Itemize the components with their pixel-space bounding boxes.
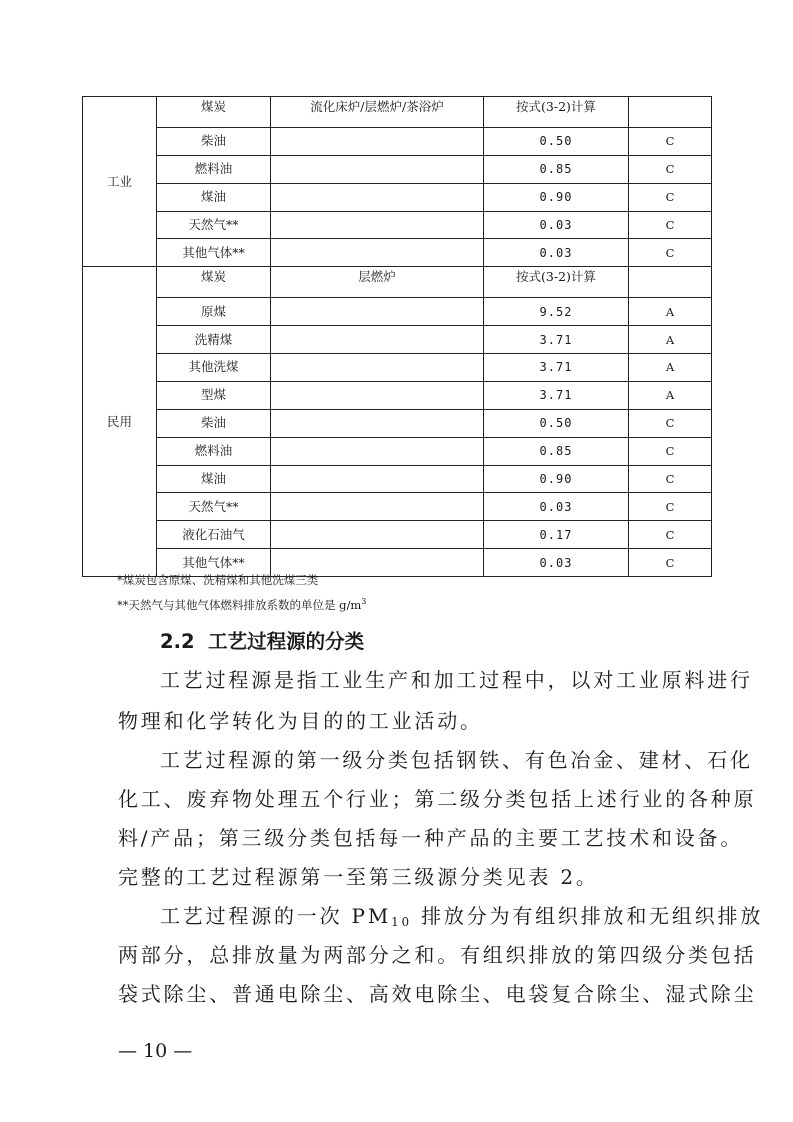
table-row (83, 97, 712, 128)
value-cell: 0.17 (484, 521, 629, 549)
value-cell: 3.71 (484, 326, 629, 354)
fuel-cell: 煤炭 (157, 267, 271, 298)
equipment-cell (271, 239, 484, 267)
value-cell: 3.71 (484, 354, 629, 382)
fuel-cell: 柴油 (157, 127, 271, 155)
fuel-cell: 天然气** (157, 211, 271, 239)
sector-cell-residential: 民用 (83, 267, 157, 577)
table-row (83, 493, 712, 521)
equipment-cell (271, 127, 484, 155)
fuel-cell: 型煤 (157, 381, 271, 409)
table-footnote-1: *煤炭包含原煤、洗精煤和其他洗煤三类 (117, 573, 319, 587)
level-cell: C (629, 437, 712, 465)
industry-rows (83, 97, 712, 267)
level-cell: A (629, 354, 712, 382)
fuel-cell: 煤油 (157, 183, 271, 211)
level-cell: C (629, 155, 712, 183)
equipment-cell (271, 493, 484, 521)
level-cell: A (629, 326, 712, 354)
table-row (83, 521, 712, 549)
equipment-cell (271, 354, 484, 382)
value-cell: 0.03 (484, 211, 629, 239)
section-number: 2.2 (160, 630, 195, 653)
table-row (83, 354, 712, 382)
equipment-cell (271, 521, 484, 549)
page-number: — 10 — (118, 1040, 193, 1062)
value-cell: 按式(3-2)计算 (484, 97, 629, 128)
level-cell: C (629, 465, 712, 493)
table-row (83, 127, 712, 155)
fuel-cell: 天然气** (157, 493, 271, 521)
equipment-cell (271, 326, 484, 354)
paragraph-line (160, 900, 763, 929)
fuel-cell: 洗精煤 (157, 326, 271, 354)
level-cell: A (629, 381, 712, 409)
equipment-cell (271, 211, 484, 239)
table-row (83, 298, 712, 326)
fuel-cell: 煤炭 (157, 97, 271, 128)
table-row (83, 437, 712, 465)
paragraph-line: 工艺过程源是指工业生产和加工过程中，以对工业原料进行 (160, 668, 753, 692)
paragraph-line: 两部分，总排放量为两部分之和。有组织排放的第四级分类包括 (118, 943, 757, 967)
paragraph-line: 袋式除尘、普通电除尘、高效电除尘、电袋复合除尘、湿式除尘 (118, 982, 757, 1006)
fuel-cell: 其他气体** (157, 549, 271, 577)
footnote-2-superscript: 3 (361, 597, 367, 607)
table-row (83, 267, 712, 298)
paragraph-line: 物理和化学转化为目的的工业活动。 (118, 709, 483, 733)
table-row (83, 211, 712, 239)
table-row (83, 326, 712, 354)
fuel-cell: 煤油 (157, 465, 271, 493)
equipment-cell (271, 465, 484, 493)
table-row (83, 239, 712, 267)
value-cell: 0.03 (484, 549, 629, 577)
sector-cell-industry: 工业 (83, 97, 157, 267)
table-row (83, 465, 712, 493)
level-cell: C (629, 127, 712, 155)
paragraph-text: 工艺过程源的一次 PM (160, 904, 392, 928)
fuel-cell: 燃料油 (157, 437, 271, 465)
paragraph-line: 化工、废弃物处理五个行业；第二级分类包括上述行业的各种原 (118, 787, 757, 811)
value-cell: 0.90 (484, 465, 629, 493)
fuel-cell: 原煤 (157, 298, 271, 326)
emission-factor-table (82, 96, 712, 577)
value-cell: 0.85 (484, 437, 629, 465)
level-cell: C (629, 493, 712, 521)
value-cell: 0.03 (484, 493, 629, 521)
value-cell: 0.50 (484, 127, 629, 155)
paragraph-line: 工艺过程源的第一级分类包括钢铁、有色冶金、建材、石化 (160, 748, 753, 772)
value-cell: 0.50 (484, 409, 629, 437)
equipment-cell (271, 381, 484, 409)
paragraph-line: 料/产品；第三级分类包括每一种产品的主要工艺技术和设备。 (118, 826, 744, 850)
level-cell: C (629, 409, 712, 437)
value-cell: 按式(3-2)计算 (484, 267, 629, 298)
table-row (83, 183, 712, 211)
paragraph-line: 完整的工艺过程源第一至第三级源分类见表 2。 (118, 865, 599, 889)
equipment-cell (271, 298, 484, 326)
level-cell (629, 267, 712, 298)
equipment-cell (271, 437, 484, 465)
value-cell: 0.85 (484, 155, 629, 183)
value-cell: 0.90 (484, 183, 629, 211)
equipment-cell: 流化床炉/层燃炉/茶浴炉 (271, 97, 484, 128)
pm-subscript: 10 (391, 915, 412, 929)
fuel-cell: 其他洗煤 (157, 354, 271, 382)
equipment-cell (271, 183, 484, 211)
level-cell: C (629, 183, 712, 211)
table-row (83, 381, 712, 409)
section-heading (160, 626, 364, 654)
table-row (83, 409, 712, 437)
value-cell: 3.71 (484, 381, 629, 409)
value-cell: 0.03 (484, 239, 629, 267)
fuel-cell: 液化石油气 (157, 521, 271, 549)
level-cell: C (629, 239, 712, 267)
footnote-2-text: **天然气与其他气体燃料排放系数的单位是 g/m (117, 598, 362, 612)
level-cell: C (629, 549, 712, 577)
fuel-cell: 燃料油 (157, 155, 271, 183)
paragraph-text: 排放分为有组织排放和无组织排放 (411, 904, 764, 928)
level-cell: A (629, 298, 712, 326)
level-cell (629, 97, 712, 128)
table-footnote-2 (117, 597, 366, 613)
section-title: 工艺过程源的分类 (208, 630, 365, 653)
table-row (83, 155, 712, 183)
equipment-cell: 层燃炉 (271, 267, 484, 298)
fuel-cell: 柴油 (157, 409, 271, 437)
residential-rows (83, 267, 712, 577)
equipment-cell (271, 409, 484, 437)
level-cell: C (629, 211, 712, 239)
equipment-cell (271, 155, 484, 183)
level-cell: C (629, 521, 712, 549)
fuel-cell: 其他气体** (157, 239, 271, 267)
value-cell: 9.52 (484, 298, 629, 326)
